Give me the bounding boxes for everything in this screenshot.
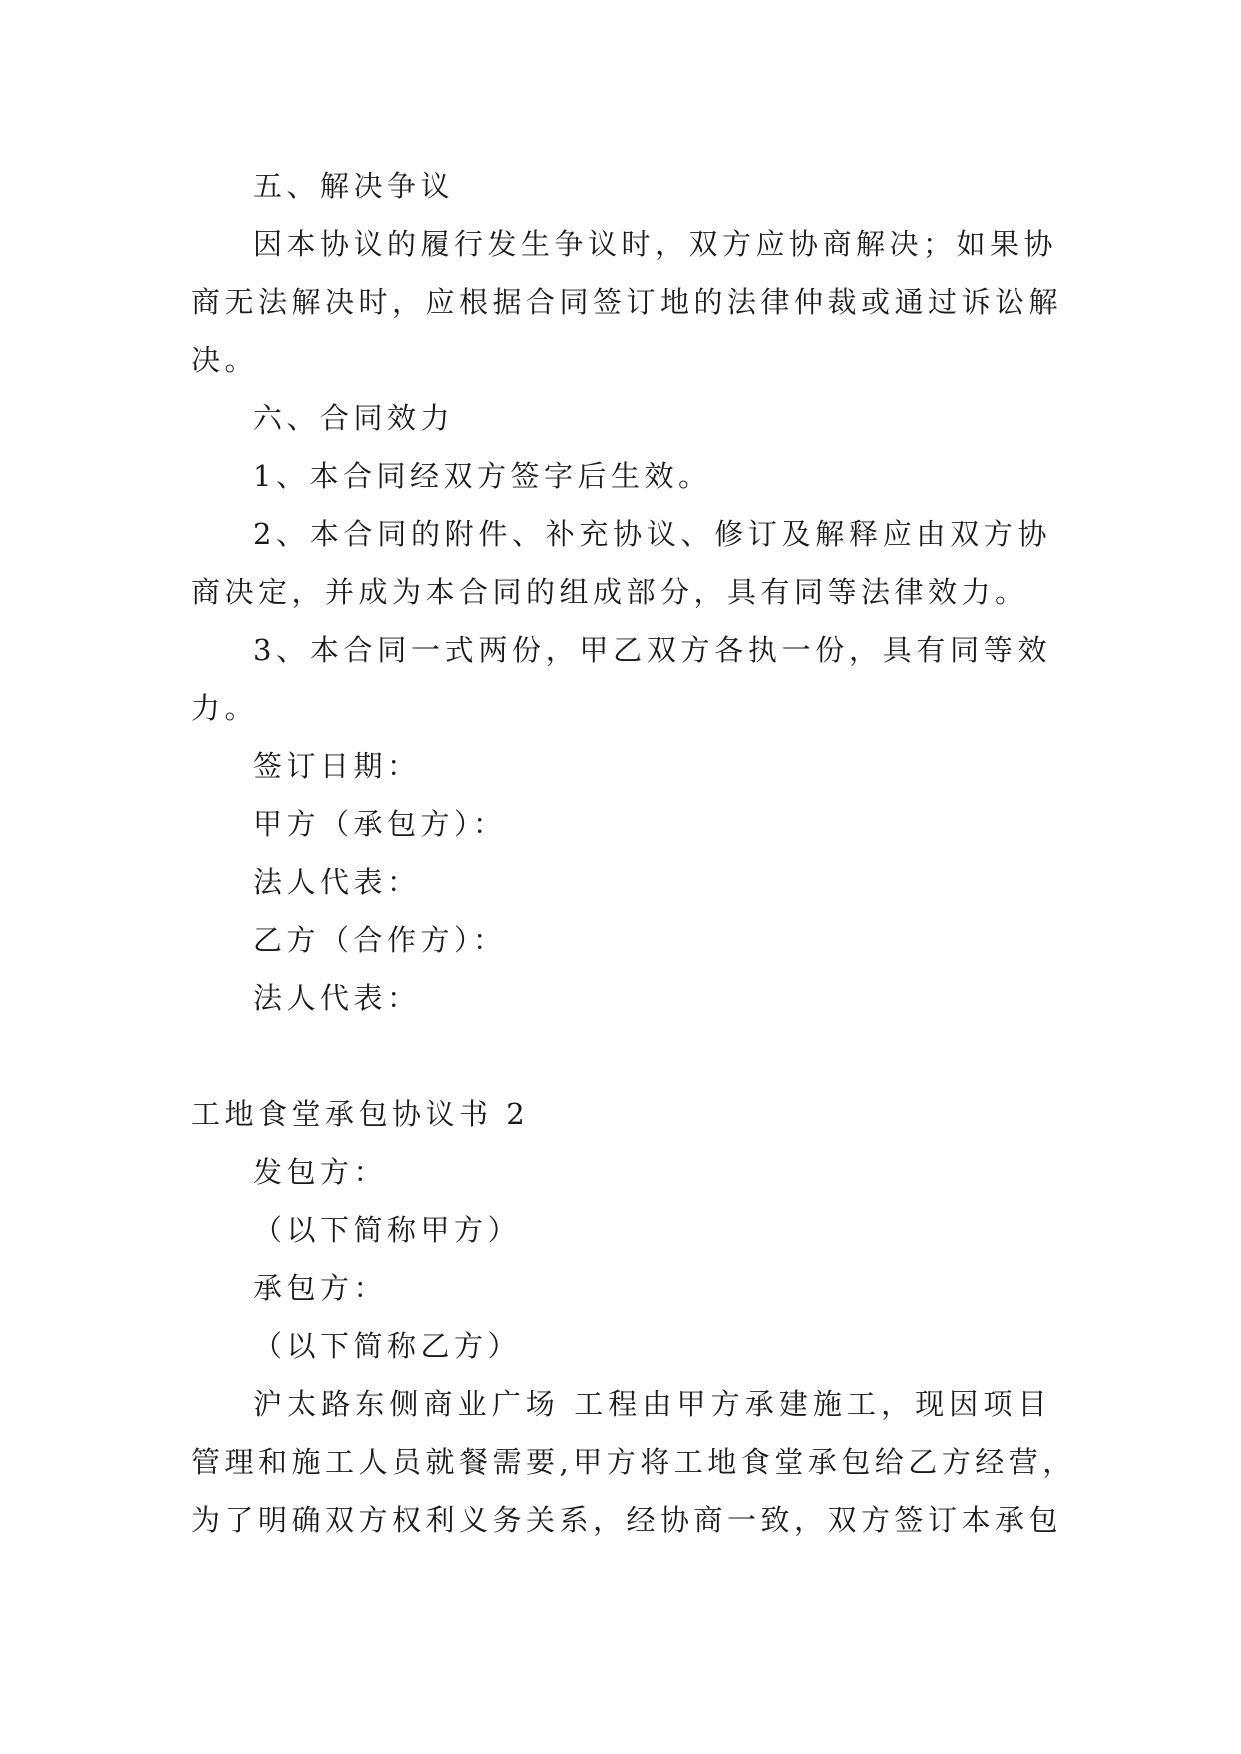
issuer-alias: （以下简称甲方）: [253, 1213, 522, 1247]
section-6-heading: 六、合同效力: [253, 401, 455, 435]
section-6-item-1: 1、本合同经双方签字后生效。: [253, 459, 712, 493]
intro-line-1: 沪太路东侧商业广场 工程由甲方承建施工，现因项目: [253, 1387, 1051, 1421]
section-5-heading: 五、解决争议: [253, 169, 455, 203]
party-b-label: 乙方（合作方）：: [253, 923, 507, 957]
section-6-item-3-line-2: 力。: [191, 691, 259, 725]
section-6-item-2-line-1: 2、本合同的附件、补充协议、修订及解释应由双方协: [253, 517, 1051, 551]
intro-line-2: 管理和施工人员就餐需要,甲方将工地食堂承包给乙方经营，: [191, 1445, 1076, 1479]
party-a-representative-label: 法人代表：: [253, 865, 421, 899]
section-5-paragraph-line-3: 决。: [191, 343, 259, 377]
contractor-alias: （以下简称乙方）: [253, 1329, 522, 1363]
document-page: [191, 157, 1076, 1549]
section-6-item-3-line-1: 3、本合同一式两份，甲乙双方各执一份，具有同等效: [253, 633, 1051, 667]
section-6-item-2-line-2: 商决定，并成为本合同的组成部分，具有同等法律效力。: [191, 575, 1029, 609]
signing-date-label: 签订日期：: [253, 749, 421, 783]
section-5-paragraph-line-1: 因本协议的履行发生争议时，双方应协商解决；如果协: [253, 227, 1058, 261]
issuer-label: 发包方：: [253, 1155, 388, 1189]
agreement-2-title: 工地食堂承包协议书 2: [191, 1097, 530, 1131]
intro-line-3: 为了明确双方权利义务关系，经协商一致，双方签订本承包: [191, 1503, 1063, 1537]
party-a-label: 甲方（承包方）：: [253, 807, 507, 841]
section-5-paragraph-line-2: 商无法解决时，应根据合同签订地的法律仲裁或通过诉讼解: [191, 285, 1063, 319]
section-spacer: [191, 1027, 1051, 1085]
contractor-label: 承包方：: [253, 1271, 388, 1305]
party-b-representative-label: 法人代表：: [253, 981, 421, 1015]
